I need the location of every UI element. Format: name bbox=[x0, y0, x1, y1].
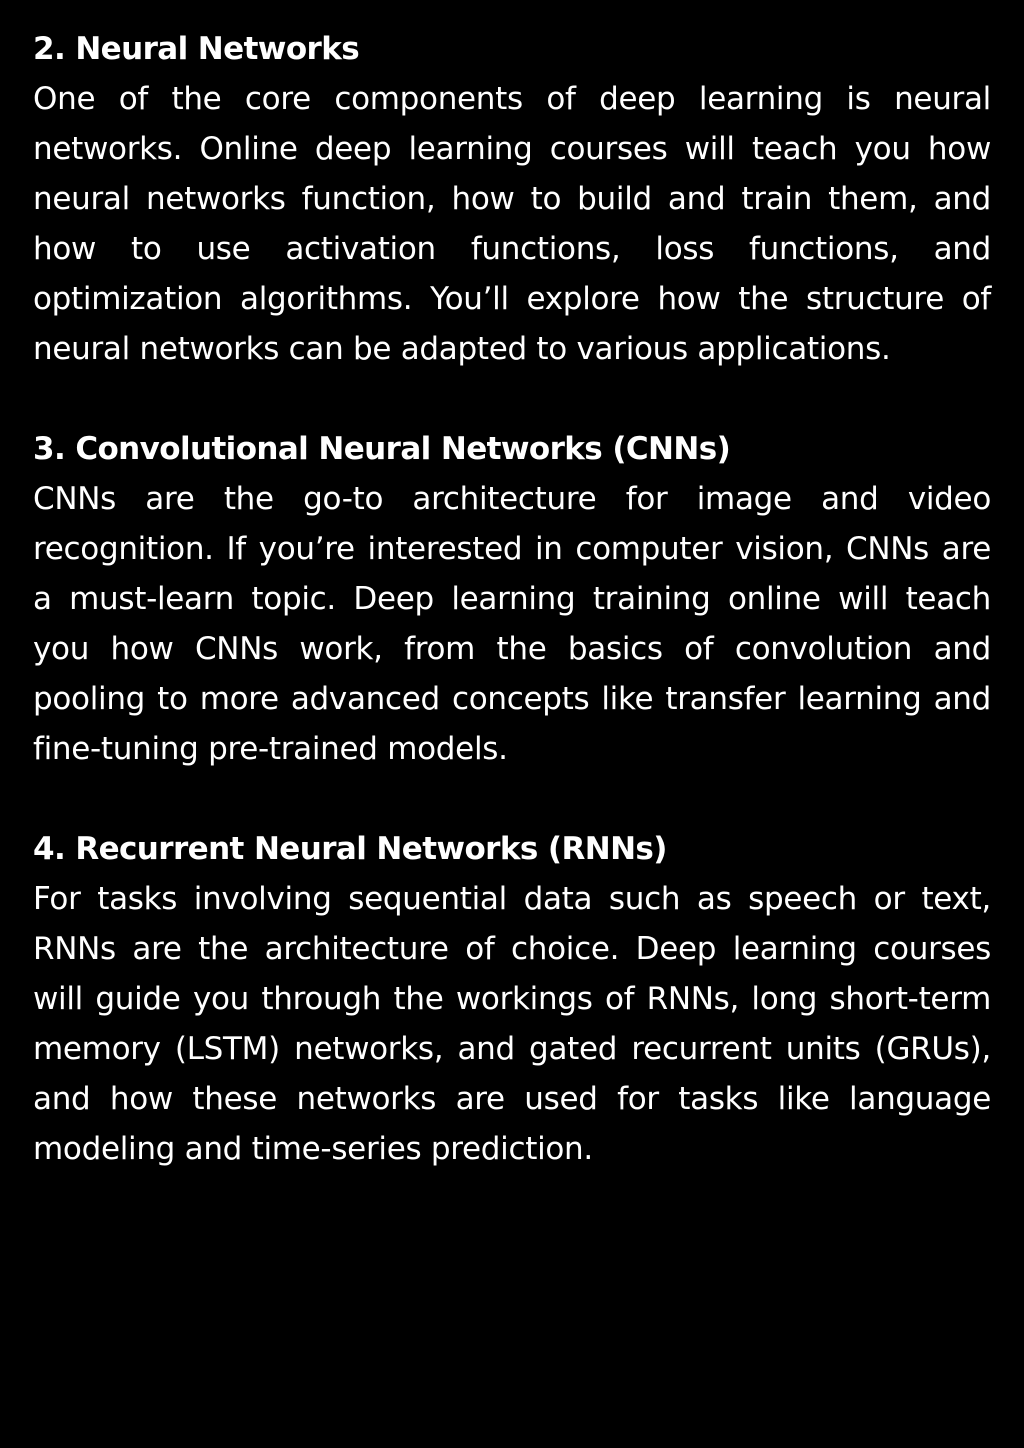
section-rnns bbox=[33, 824, 991, 1174]
section-heading: 3. Convolutional Neural Networks (CNNs) bbox=[33, 431, 731, 467]
document-page bbox=[33, 24, 991, 1224]
section-cnns bbox=[33, 424, 991, 774]
section-heading: 2. Neural Networks bbox=[33, 31, 360, 67]
section-body: For tasks involving sequential data such as speech or text, RNNs are the architecture of choice. Deep learning courses will guide you through the workings of RNNs, long short-term memory (LSTM) networks, and gated recurrent units (GRUs), and how these networks are used for tasks like language modeling and time-series prediction. bbox=[33, 881, 991, 1167]
section-body: CNNs are the go-to architecture for image and video recognition. If you’re interested in computer vision, CNNs are a must-learn topic. Deep learning training online will teach you how CNNs work, from the basics of convolution and pooling to more advanced concepts like transfer learning and fine-tuning pre-trained models. bbox=[33, 481, 991, 767]
section-body: One of the core components of deep learning is neural networks. Online deep learning courses will teach you how neural networks function, how to build and train them, and how to use activation functions, loss functions, and optimization algorithms. You’ll explore how the structure of neural networks can be adapted to various applications. bbox=[33, 81, 991, 367]
section-heading: 4. Recurrent Neural Networks (RNNs) bbox=[33, 831, 667, 867]
section-neural-networks bbox=[33, 24, 991, 374]
